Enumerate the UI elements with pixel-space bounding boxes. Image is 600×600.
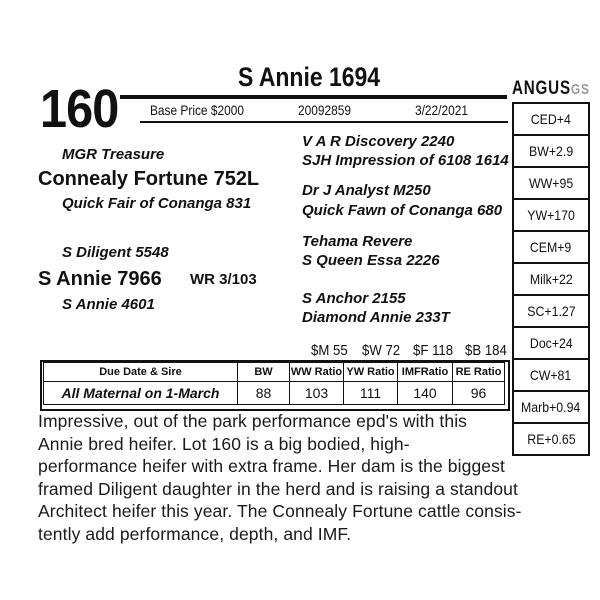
lot-description: Impressive, out of the park performance epd's with this Annie bred heifer. Lot 160 is a big bodied, high- performance heifer with extra frame. Her dam is the biggest framed Diligent daughter in the herd and is raising a standout Architect heifer this year. The Connealy Fortune cattle consis- tently add performance, depth, and IMF. [38, 411, 522, 544]
cell-bw: 88 [238, 382, 290, 405]
lot-title: S Annie 1694 [238, 62, 381, 92]
pedigree-right-1: V A R Discovery 2240 [302, 133, 455, 150]
index-b: $B 184 [465, 342, 507, 359]
birth-date: 3/22/2021 [415, 102, 468, 118]
index-f: $F 118 [413, 342, 454, 359]
header-yw-ratio: YW Ratio [344, 363, 398, 382]
ratio-table-header [44, 363, 505, 382]
dam: S Annie 7966 [38, 268, 162, 290]
table-row [44, 382, 505, 405]
pedigree-right-5: Tehama Revere [302, 233, 413, 250]
ratio-table [43, 362, 505, 405]
pedigree-right-6: S Queen Essa 2226 [302, 252, 440, 269]
epd-cw: CW+81 [514, 360, 588, 392]
index-w: $W 72 [362, 342, 401, 359]
lot-number: 160 [40, 79, 119, 139]
sire-sire: MGR Treasure [62, 146, 165, 163]
epd-milk: Milk+22 [514, 264, 588, 296]
dam-wr: WR 3/103 [190, 271, 257, 288]
header-ww-ratio: WW Ratio [290, 363, 344, 382]
epd-marb: Marb+0.94 [514, 392, 588, 424]
cell-due-date: All Maternal on 1-March [44, 382, 238, 405]
cell-yw-ratio: 111 [344, 382, 398, 405]
dam-sire: S Diligent 5548 [62, 244, 169, 261]
cell-imf-ratio: 140 [398, 382, 453, 405]
header-re-ratio: RE Ratio [453, 363, 505, 382]
pedigree-right-7: S Anchor 2155 [302, 290, 406, 307]
epd-cem: CEM+9 [514, 232, 588, 264]
sire-dam: Quick Fair of Conanga 831 [62, 195, 252, 212]
pedigree-right-3: Dr J Analyst M250 [302, 182, 431, 199]
header-rule [120, 95, 507, 99]
epd-yw: YW+170 [514, 200, 588, 232]
index-m: $M 55 [311, 342, 348, 359]
pedigree-right-4: Quick Fawn of Conanga 680 [302, 202, 503, 219]
info-rule [140, 121, 508, 123]
epd-ww: WW+95 [514, 168, 588, 200]
cell-ww-ratio: 103 [290, 382, 344, 405]
angus-logo: ANGUSGS [512, 78, 590, 99]
header-bw: BW [238, 363, 290, 382]
epd-re: RE+0.65 [514, 424, 588, 456]
cell-re-ratio: 96 [453, 382, 505, 405]
epd-column [512, 102, 590, 456]
epd-ced: CED+4 [514, 104, 588, 136]
header-due-date: Due Date & Sire [44, 363, 238, 382]
header-imf-ratio: IMFRatio [398, 363, 453, 382]
pedigree-right-2: SJH Impression of 6108 1614 [302, 152, 509, 169]
epd-sc: SC+1.27 [514, 296, 588, 328]
sire: Connealy Fortune 752L [38, 168, 260, 190]
epd-doc: Doc+24 [514, 328, 588, 360]
dam-dam: S Annie 4601 [62, 296, 155, 313]
epd-bw: BW+2.9 [514, 136, 588, 168]
base-price: Base Price $2000 [150, 102, 244, 118]
registration-number: 20092859 [298, 102, 351, 118]
pedigree-right-8: Diamond Annie 233T [302, 309, 450, 326]
